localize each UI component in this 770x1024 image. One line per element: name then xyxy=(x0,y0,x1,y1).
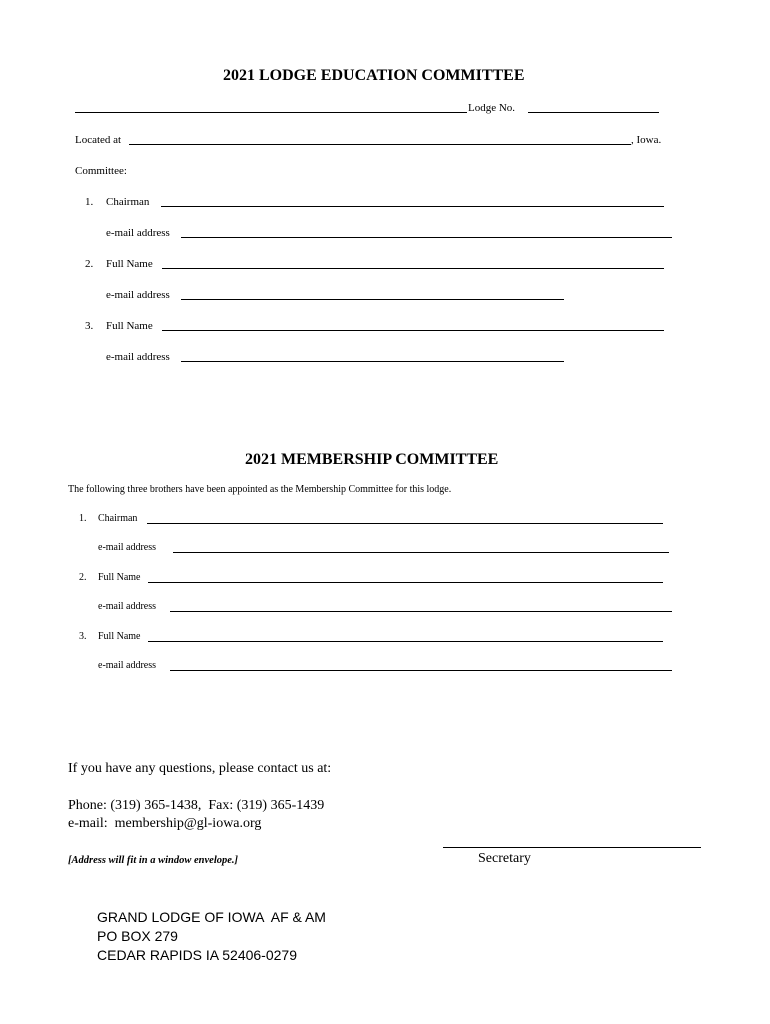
lodge-no-line[interactable] xyxy=(528,112,659,113)
mem-chairman-email-line[interactable] xyxy=(173,552,669,553)
contact-email: e-mail: membership@gl-iowa.org xyxy=(68,816,262,831)
edu-item-number: 1. xyxy=(85,196,94,208)
edu-member2-email-line[interactable] xyxy=(181,299,564,300)
education-title: 2021 LODGE EDUCATION COMMITTEE xyxy=(223,67,525,84)
mem-item-number: 2. xyxy=(79,572,87,583)
contact-question: If you have any questions, please contact us at: xyxy=(68,761,332,776)
edu-member3-email-line[interactable] xyxy=(181,361,564,362)
edu-item-number: 2. xyxy=(85,258,94,270)
membership-title: 2021 MEMBERSHIP COMMITTEE xyxy=(245,451,499,468)
located-at-line[interactable] xyxy=(129,144,631,145)
mem-email-label: e-mail address xyxy=(98,660,157,671)
mem-member3-line[interactable] xyxy=(148,641,663,642)
state-label: , Iowa. xyxy=(631,134,662,146)
mem-member2-email-line[interactable] xyxy=(170,611,672,612)
edu-email-label: e-mail address xyxy=(106,289,170,301)
mem-member2-line[interactable] xyxy=(148,582,663,583)
edu-chairman-line[interactable] xyxy=(161,206,664,207)
address-line-1: GRAND LODGE OF IOWA AF & AM xyxy=(97,909,326,925)
lodge-no-label: Lodge No. xyxy=(468,102,516,114)
mem-member3-email-line[interactable] xyxy=(170,670,672,671)
mem-email-label: e-mail address xyxy=(98,601,157,612)
lodge-name-line[interactable] xyxy=(75,112,467,113)
contact-phone: Phone: (319) 365-1438, Fax: (319) 365-1439 xyxy=(68,798,325,813)
mem-email-label: e-mail address xyxy=(98,542,157,553)
edu-item-label: Full Name xyxy=(106,320,153,332)
secretary-signature-line[interactable] xyxy=(443,847,701,848)
edu-email-label: e-mail address xyxy=(106,351,170,363)
mem-chairman-line[interactable] xyxy=(147,523,663,524)
mem-item-label: Chairman xyxy=(98,513,138,524)
edu-email-label: e-mail address xyxy=(106,227,170,239)
window-note: [Address will fit in a window envelope.] xyxy=(68,855,239,866)
mem-item-label: Full Name xyxy=(98,572,141,583)
edu-member3-line[interactable] xyxy=(162,330,664,331)
edu-item-number: 3. xyxy=(85,320,94,332)
mem-item-number: 3. xyxy=(79,631,87,642)
edu-item-label: Chairman xyxy=(106,196,150,208)
address-line-2: PO BOX 279 xyxy=(97,928,178,944)
committee-label: Committee: xyxy=(75,165,127,177)
edu-member2-line[interactable] xyxy=(162,268,664,269)
secretary-label: Secretary xyxy=(478,851,531,866)
mem-item-label: Full Name xyxy=(98,631,141,642)
address-line-3: CEDAR RAPIDS IA 52406-0279 xyxy=(97,947,297,963)
mem-item-number: 1. xyxy=(79,513,87,524)
edu-chairman-email-line[interactable] xyxy=(181,237,672,238)
membership-intro: The following three brothers have been appointed as the Membership Committee for this lodge. xyxy=(68,484,452,495)
edu-item-label: Full Name xyxy=(106,258,153,270)
located-at-label: Located at xyxy=(75,134,122,146)
